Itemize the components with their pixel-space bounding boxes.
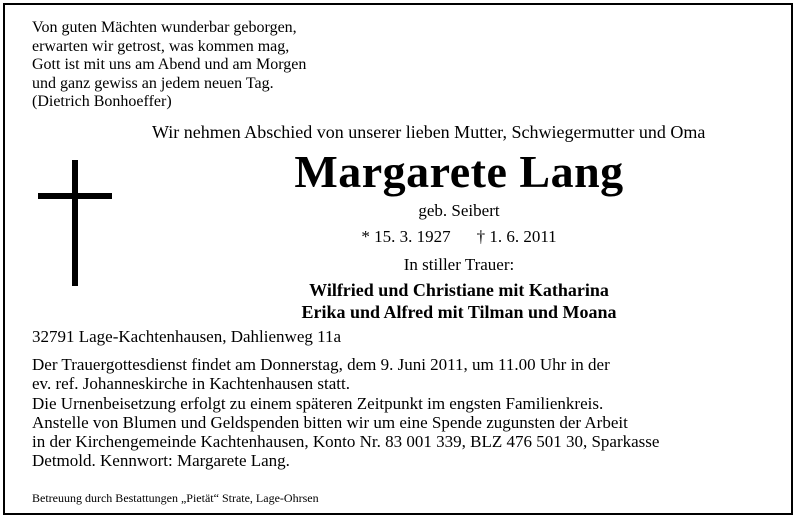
poem-author: (Dietrich Bonhoeffer) <box>32 93 172 111</box>
death-date: † 1. 6. 2011 <box>476 227 557 246</box>
deceased-name: Margarete Lang <box>294 146 624 197</box>
life-dates <box>0 227 800 247</box>
poem-line: Von guten Mächten wunderbar geborgen, <box>32 19 297 36</box>
detail-line: Die Urnenbeisetzung erfolgt zu einem späteren Zeitpunkt im engsten Familienkreis. <box>32 393 604 413</box>
poem-line: Gott ist mit uns am Abend und am Morgen <box>32 56 307 74</box>
service-details <box>32 355 659 471</box>
family-line: Erika und Alfred mit Tilman und Moana <box>301 302 617 322</box>
detail-line: Detmold. Kennwort: Margarete Lang. <box>32 451 290 471</box>
birth-name: geb. Seibert <box>418 201 500 220</box>
funeral-home-credit: Betreuung durch Bestattungen „Pietät“ Strate, Lage-Ohrsen <box>32 491 319 505</box>
poem-line: erwarten wir getrost, was kommen mag, <box>32 37 290 55</box>
detail-line: ev. ref. Johanneskirche in Kachtenhausen statt. <box>32 374 351 394</box>
birth-date: * 15. 3. 1927 <box>361 227 451 246</box>
farewell-intro: Wir nehmen Abschied von unserer lieben Mutter, Schwiegermutter und Oma <box>152 122 706 142</box>
poem-quote <box>32 19 306 112</box>
detail-line: in der Kirchengemeinde Kachtenhausen, Konto Nr. 83 001 339, BLZ 476 501 30, Sparkasse <box>32 432 660 452</box>
detail-line: Der Trauergottesdienst findet am Donnerstag, dem 9. Juni 2011, um 11.00 Uhr in der <box>32 355 610 374</box>
family-line: Wilfried und Christiane mit Katharina <box>309 280 609 300</box>
detail-line: Anstelle von Blumen und Geldspenden bitten wir um eine Spende zugunsten der Arbeit <box>32 412 628 432</box>
address: 32791 Lage-Kachtenhausen, Dahlienweg 11a <box>32 327 342 346</box>
poem-line: und ganz gewiss an jedem neuen Tag. <box>32 74 274 92</box>
mourning-heading: In stiller Trauer: <box>403 255 515 274</box>
